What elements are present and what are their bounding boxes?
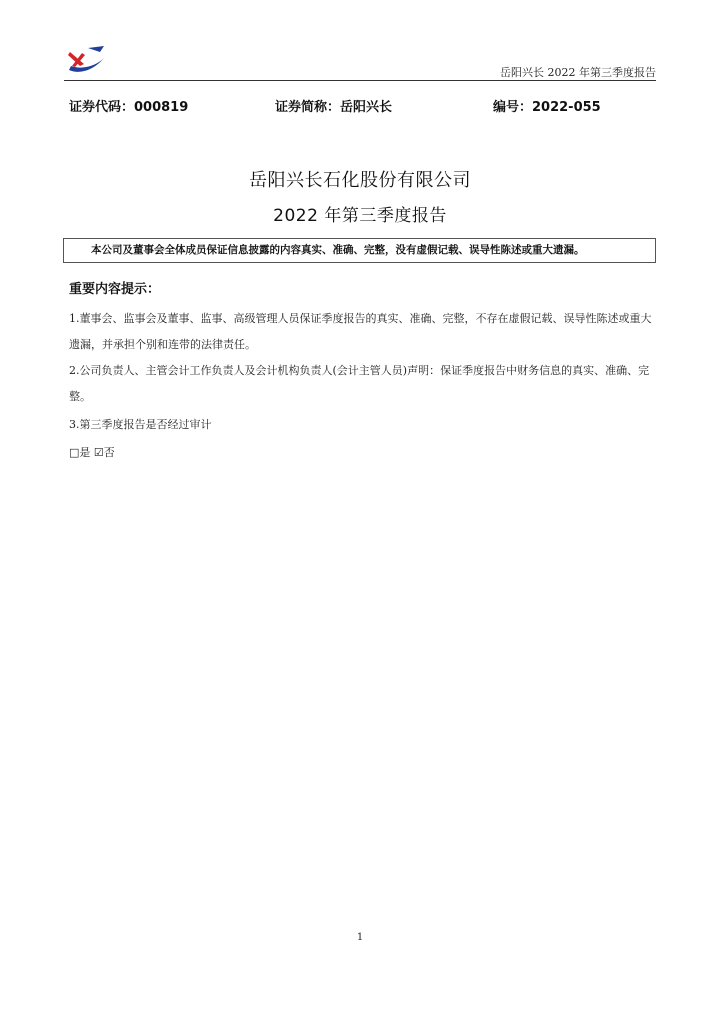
- notice-item-3: 3.第三季度报告是否经过审计: [69, 418, 212, 431]
- section-heading: 重要内容提示：: [69, 282, 161, 297]
- notice-item-2: 2.公司负责人、主管会计工作负责人及会计机构负责人(会计主管人员)声明：保证季度报告中财务信息的真实、准确、完整。: [69, 364, 650, 403]
- report-title: 2022 年第三季度报告: [273, 206, 447, 226]
- stock-code: 证券代码：000819: [69, 100, 189, 115]
- disclosure-notice: 本公司及董事会全体成员保证信息披露的内容真实、准确、完整，没有虚假记载、误导性陈述或重大遗漏。: [63, 238, 656, 263]
- audit-choices: □是 ☑否: [69, 446, 115, 459]
- stock-abbreviation: 证券简称：岳阳兴长: [275, 100, 393, 115]
- notice-item-1: 1.董事会、监事会及董事、监事、高级管理人员保证季度报告的真实、准确、完整，不存在虚假记载、误导性陈述或重大遗漏，并承担个别和连带的法律责任。: [69, 312, 652, 351]
- company-title: 岳阳兴长石化股份有限公司: [249, 170, 471, 191]
- company-logo-icon: [66, 44, 108, 76]
- page-number: 1: [356, 932, 364, 943]
- header-divider: [64, 80, 656, 81]
- document-number: 编号：2022-055: [493, 100, 601, 115]
- running-header: 岳阳兴长 2022 年第三季度报告: [500, 66, 656, 79]
